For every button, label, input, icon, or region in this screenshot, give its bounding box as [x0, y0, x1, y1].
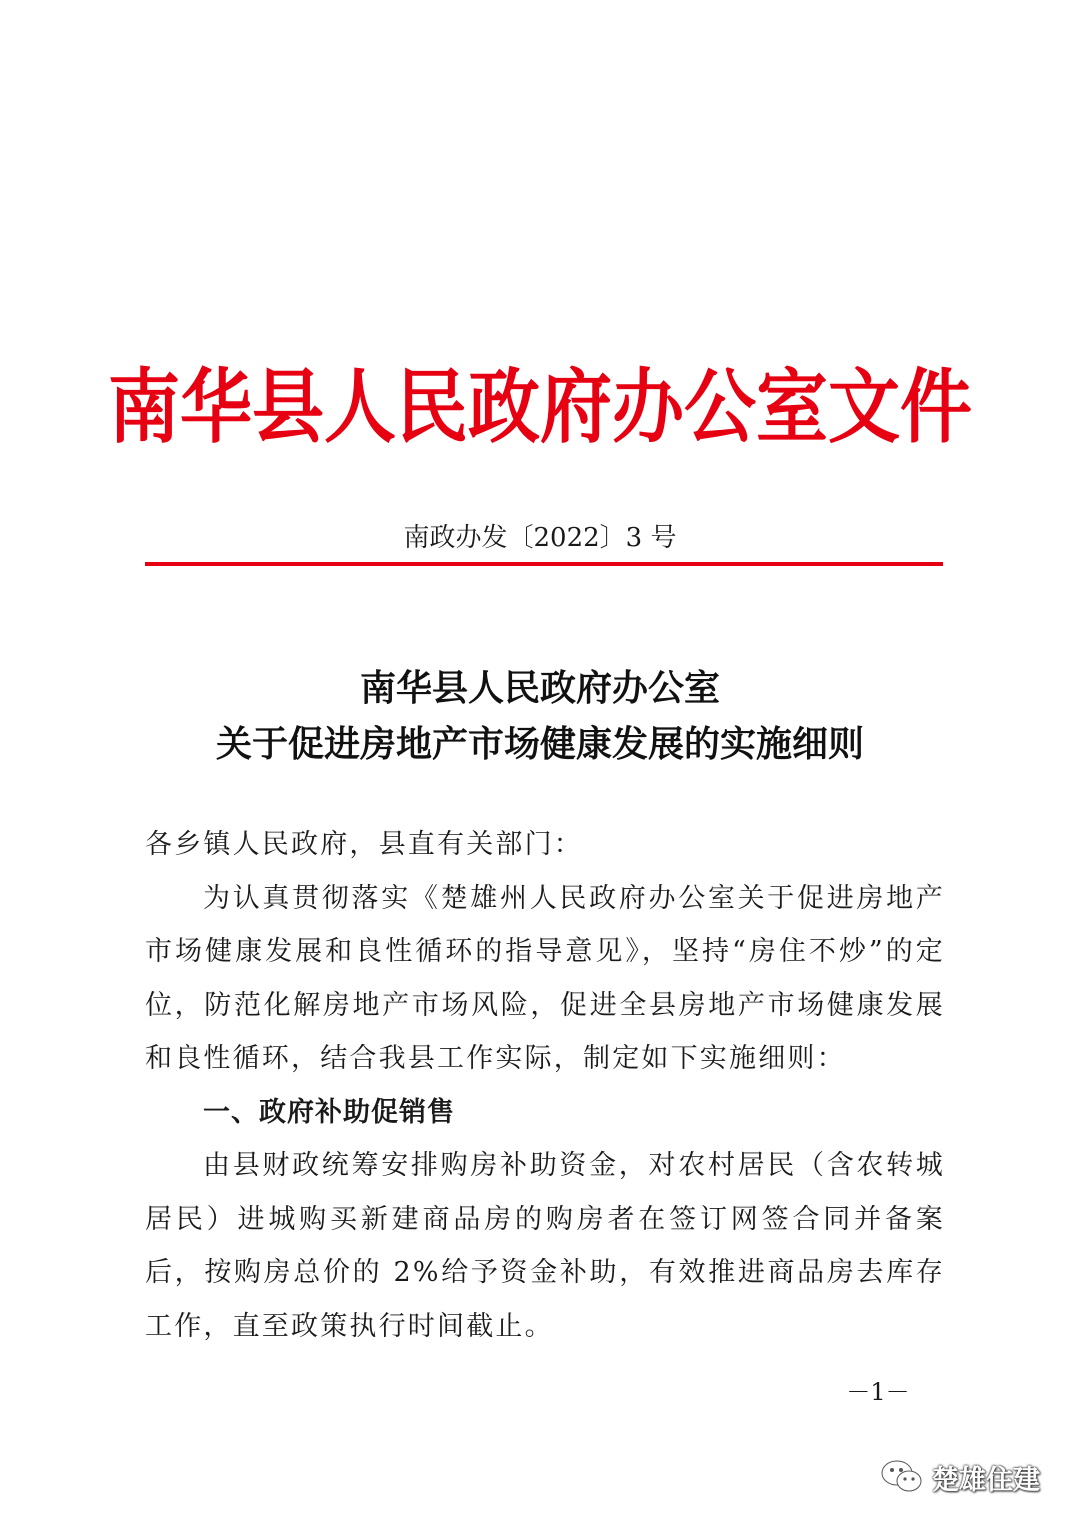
document-title-line-2: 关于促进房地产市场健康发展的实施细则: [215, 723, 864, 765]
page-number: －1－: [846, 1378, 910, 1406]
document-number: 南政办发〔2022〕3 号: [403, 523, 677, 553]
issuer-title: 南华县人民政府办公室文件: [107, 358, 972, 455]
document-body: [145, 818, 945, 1353]
salutation: 各乡镇人民政府，县直有关部门：: [145, 829, 583, 860]
intro-paragraph: 为认真贯彻落实《楚雄州人民政府办公室关于促进房地产市场健康发展和良性循环的指导意见》，坚持“房住不炒”的定位，防范化解房地产市场风险，促进全县房地产市场健康发展和良性循环，结合我县工作实际，制定如下实施细则：: [145, 882, 945, 1074]
red-divider-line: [145, 562, 943, 566]
section-heading-1: 一、政府补助促销售: [203, 1096, 455, 1128]
document-title: [0, 660, 1080, 772]
watermark: [880, 1454, 1040, 1500]
section-1-paragraph: 由县财政统筹安排购房补助资金，对农村居民（含农转城居民）进城购买新建商品房的购房者在签订网签合同并备案后，按购房总价的 2%给予资金补助，有效推进商品房去库存工作，直至政策执行时间截止。: [145, 1150, 945, 1342]
wechat-icon: [880, 1459, 924, 1495]
document-title-line-1: 南华县人民政府办公室: [359, 667, 720, 709]
watermark-text: 楚雄住建: [932, 1464, 1040, 1496]
